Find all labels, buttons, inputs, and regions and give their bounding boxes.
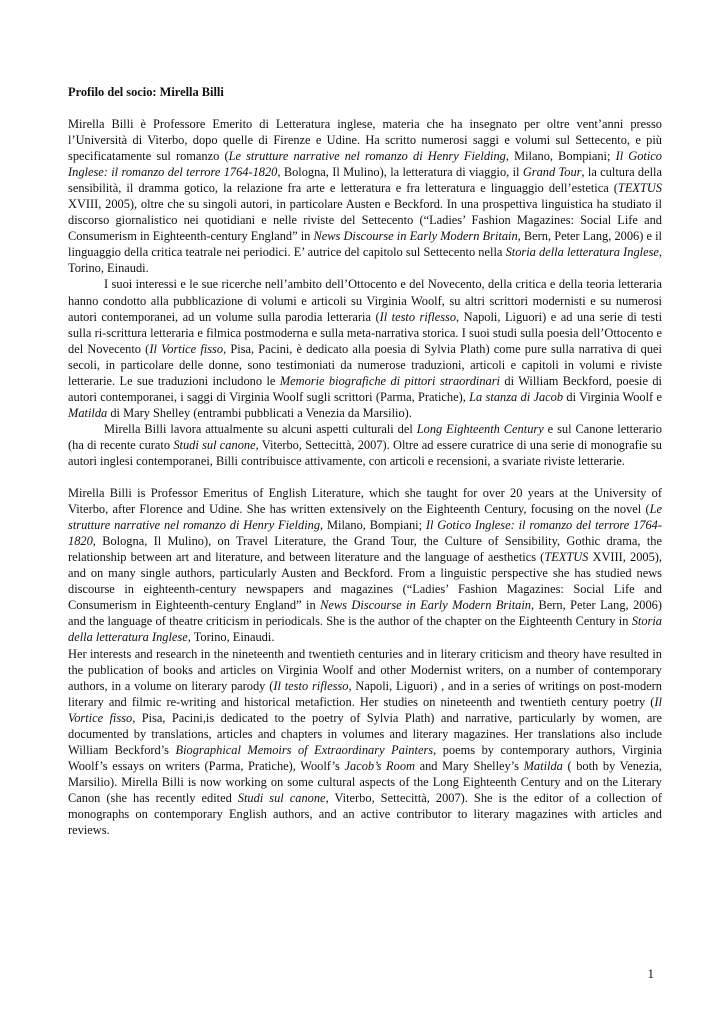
italic-title-run: Il Gotico Inglese: il romanzo del terrore 1764-1820 [68, 518, 662, 549]
text-run: , Pisa, Pacini, è dedicato alla poesia di Sylvia Plath) come pure sulla narrativa di quei secoli, in particolare delle donne, sono testimoniati da numerose traduzioni, articoli e capitoli in volumi e riviste letterarie. Le sue traduzioni includono le [68, 341, 662, 388]
text-run: and Mary Shelley’s [414, 758, 524, 773]
italic-title-run: Studi sul canone [237, 790, 326, 805]
en-paragraph-1 [68, 485, 662, 645]
text-run: , Torino, Einaudi. [68, 245, 663, 276]
it-paragraph-3 [68, 421, 662, 469]
italic-title-run: Grand Tour [522, 165, 582, 180]
italic-title-run: Matilda [523, 758, 563, 773]
text-run: XVIII, 2005), and on many single authors, particularly Austen and Beckford. From a linguistic perspective she has studied news discourse in eighteenth-century newspapers and magazines (“Ladies’ Fashion Magazines: Social Life and Consumerism in Eighteenth-century England” in [68, 550, 662, 613]
text-run: , Bern, Peter Lang, 2006) and the language of theatre criticism in periodicals. She is the author of the chapter on the Eighteenth Century in [68, 598, 662, 629]
it-paragraph-1 [68, 116, 662, 276]
text-run: , Viterbo, Settecittà, 2007). She is the editor of a collection of monographs on contemporary English authors, and an active contributor to literary magazines with articles and reviews. [68, 790, 662, 838]
page-title: Profilo del socio: Mirella Billi [68, 85, 224, 99]
text-run: , Torino, Einaudi. [187, 630, 275, 645]
text-run: di William Beckford, poesie di autori contemporanei, i saggi di Virginia Woolf sugli scrittori (Parma, Pratiche), [68, 373, 663, 404]
italic-title-run: Le strutture narrative nel romanzo di Henry Fielding, [68, 502, 662, 533]
page-number: 1 [647, 966, 654, 981]
text-run: , Pisa, Pacini,is dedicated to the poetry of Sylvia Plath) and narrative, particularly by women, are documented by translations, articles and chapters in volumes and literary magazines. Her translations also include William Beckford’s [68, 710, 662, 757]
italic-title-run: Storia della letteratura Inglese [505, 245, 659, 260]
text-run: Mirella Billi lavora attualmente su alcuni aspetti culturali del [104, 421, 417, 436]
text-run: , poems by contemporary authors, Virginia Woolf’s essays on writers (Parma, Pratiche), Woolf’s [68, 742, 662, 773]
text-run: I suoi interessi e le sue ricerche nell’ambito dell’Ottocento e del Novecento, della critica e della teoria letteraria hanno condotto alla pubblicazione di volumi e articoli su Virginia Woolf, su altri scrittori modernisti e su numerosi autori contemporanei, ad un volume sulla parodia letteraria ( [68, 277, 662, 324]
italic-title-run: Long Eighteenth Century [416, 421, 544, 436]
text-run: XVIII, 2005), oltre che su singoli autori, in particolare Austen e Beckford. In una prospettiva linguistica ha studiato il discorso giornalistico nei quotidiani e nelle riviste del Settecento (“Ladies’ Fashion Magazines: Social Life and Consumerism in Eighteenth-century England” in [68, 197, 662, 244]
italic-title-run: La stanza di Jacob [469, 389, 564, 404]
italic-title-run: News Discourse in Early Modern Britain [313, 229, 518, 244]
italic-title-run: Biographical Memoirs of Extraordinary Painters [175, 742, 434, 757]
italic-title-run: Jacob’s Room [344, 758, 415, 773]
italic-title-run: TEXTUS [617, 181, 662, 196]
italic-title-run: Il testo riflesso [273, 678, 349, 693]
italic-title-run: Memorie biografiche di pittori straordinari [279, 373, 501, 388]
italic-title-run: Il Gotico Inglese: il romanzo del terrore 1764-1820 [68, 149, 663, 180]
text-run: , Viterbo, Settecittà, 2007). Oltre ad essere curatrice di una serie di monografie su autori inglesi contemporanei, Billi contribuisce attivamente, con articoli e recensioni, a svariate riviste letterarie. [68, 437, 662, 468]
italic-title-run: Il Vortice fisso [68, 694, 662, 725]
text-run: , Bern, Peter Lang, 2006) e il linguaggio della critica teatrale nei periodici. E’ autrice del capitolo sul Settecento nella [68, 229, 662, 260]
italic-title-run: Studi sul canone [173, 437, 256, 452]
en-paragraph-2 [68, 646, 662, 839]
italic-title-run: Il testo riflesso [379, 309, 457, 324]
italic-title-run: Matilda [68, 405, 108, 420]
text-run: , la cultura della sensibilità, il dramma gotico, la relazione fra arte e letteratura e fra letteratura e linguaggio dell’estetica ( [68, 165, 662, 196]
text-run: Her interests and research in the nineteenth and twentieth centuries and in literary criticism and theory have resulted in the publication of books and articles on Virginia Woolf and other Modernist writers, on a number of contemporary authors, in a volume on literary parody ( [68, 646, 662, 693]
text-run: , Bologna, Il Mulino), la letteratura di viaggio, il [277, 165, 523, 180]
it-paragraph-2 [68, 276, 662, 420]
text-run: Mirella Billi is Professor Emeritus of English Literature, which she taught for over 20 years at the University of Viterbo, after Florence and Udine. She has written extensively on the Eighteenth Century, focusing on the novel ( [68, 486, 662, 517]
text-run: Milano, Bompiani; [508, 149, 616, 164]
document-page [68, 84, 662, 838]
text-run: ( both by Venezia, Marsilio). Mirella Billi is now working on some cultural aspects of the Long Eighteenth Century and on the Literary Canon (she has recently edited [68, 758, 662, 805]
text-run: Mirella Billi è Professore Emerito di Letteratura inglese, materia che ha insegnato per oltre vent’anni presso l’Università di Viterbo, dopo quelle di Firenze e Udine. Ha scritto numerosi saggi e volumi sul Settecento, e più specificatamente sul romanzo ( [68, 117, 662, 164]
text-run: di Mary Shelley (entrambi pubblicati a Venezia da Marsilio). [107, 405, 412, 420]
text-run: , Napoli, Liguori) e ad una serie di testi sulla ri-scrittura letteraria e filmica postmoderna e sulla meta-narrativa storica. I suoi studi sulla poesia dell’Ottocento e del Novecento ( [68, 309, 663, 356]
text-run: , Bologna, Il Mulino), on Travel Literature, the Grand Tour, the Culture of Sensibility, Gothic drama, the relationship between art and literature, and between literature and the language of aesthetics ( [68, 534, 662, 565]
text-run: e sul Canone letterario (ha di recente curato [68, 421, 662, 452]
text-run: Milano, Bompiani; [323, 518, 426, 533]
italic-title-run: Storia della letteratura Inglese [68, 614, 662, 645]
italic-title-run: News Discourse in Early Modern Britain [320, 598, 531, 613]
text-run: di Virginia Woolf e [563, 389, 662, 404]
italic-title-run: Le strutture narrative nel romanzo di Henry Fielding, [228, 149, 509, 164]
italic-title-run: TEXTUS [544, 550, 589, 565]
text-run: , Napoli, Liguori) , and in a series of writings on post-modern literary and filmic re-writing and historical metafiction. Her studies on nineteenth and twentieth century poetry ( [68, 678, 662, 709]
italic-title-run: Il Vortice fisso [149, 341, 224, 356]
